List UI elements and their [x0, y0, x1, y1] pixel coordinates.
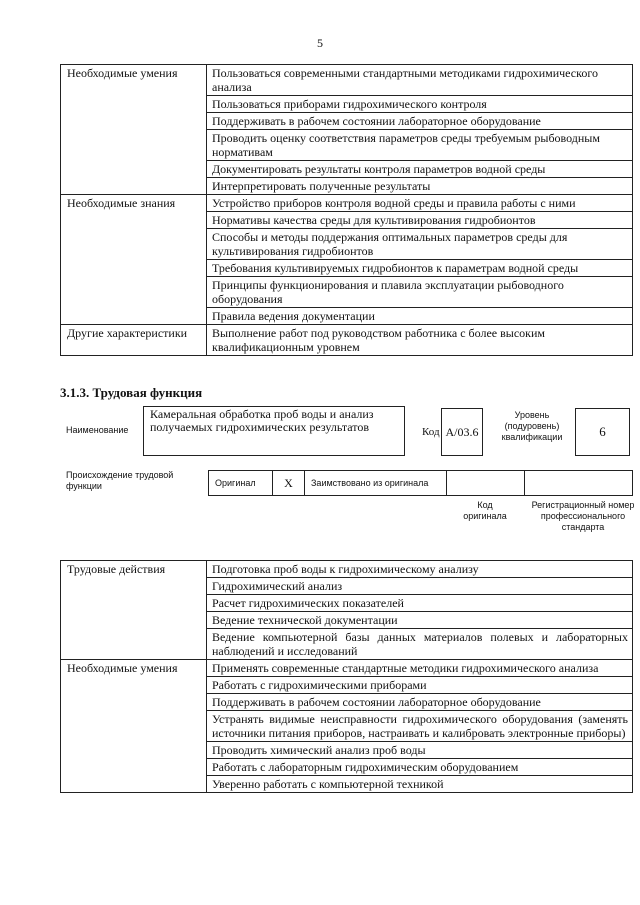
section-heading: 3.1.3. Трудовая функция: [60, 385, 203, 400]
skill-item: Поддерживать в рабочем состоянии лабораторное оборудование: [207, 694, 633, 711]
table-row: [61, 65, 633, 96]
row-label-knowledge: Необходимые знания: [61, 195, 207, 325]
table-row: [61, 561, 633, 578]
skill-item: Пользоваться современными стандартными методиками гидрохимического анализа: [207, 65, 633, 96]
original-code-cell: [447, 470, 525, 496]
action-item: Подготовка проб воды к гидрохимическому анализу: [207, 561, 633, 578]
row-label-skills-2: Необходимые умения: [61, 660, 207, 793]
action-item: Расчет гидрохимических показателей: [207, 595, 633, 612]
row-label-skills: Необходимые умения: [61, 65, 207, 195]
labor-actions-table: [60, 560, 633, 793]
origin-borrowed-cell: Заимствовано из оригинала: [305, 470, 447, 496]
knowledge-item: Устройство приборов контроля водной среды и правила работы с ними: [207, 195, 633, 212]
table-row: [61, 325, 633, 356]
knowledge-item: Способы и методы поддержания оптимальных параметров среды для культивирования гидробионтов: [207, 229, 633, 260]
original-code-caption: Код оригинала: [463, 500, 507, 521]
skill-item: Документировать результаты контроля параметров водной среды: [207, 161, 633, 178]
origin-mark: X: [273, 470, 305, 496]
origin-original-cell: Оригинал: [208, 470, 273, 496]
other-item: Выполнение работ под руководством работника с более высоким квалификационным уровнем: [207, 325, 633, 356]
action-item: Ведение технической документации: [207, 612, 633, 629]
name-value: Камеральная обработка проб воды и анализ получаемых гидрохимических результатов: [143, 406, 405, 456]
skill-item: Уверенно работать с компьютерной техникой: [207, 776, 633, 793]
code-label: Код: [422, 426, 440, 438]
name-label: Наименование: [66, 425, 129, 435]
skill-item: Устранять видимые неисправности гидрохимического оборудования (заменять источники питания приборов, настраивать и калибровать электронные приборы): [207, 711, 633, 742]
table-row: [61, 660, 633, 677]
origin-label: Происхождение трудовой функции: [66, 470, 174, 491]
skill-item: Применять современные стандартные методики гидрохимического анализа: [207, 660, 633, 677]
skill-item: Проводить химический анализ проб воды: [207, 742, 633, 759]
skill-item: Интерпретировать полученные результаты: [207, 178, 633, 195]
skill-item: Пользоваться приборами гидрохимического контроля: [207, 96, 633, 113]
table-row: [61, 195, 633, 212]
registration-number-caption: Регистрационный номер профессионального стандарта: [531, 500, 635, 532]
action-item: Гидрохимический анализ: [207, 578, 633, 595]
level-value: 6: [575, 408, 630, 456]
action-item: Ведение компьютерной базы данных материалов полевых и лабораторных наблюдений и исследований: [207, 629, 633, 660]
row-label-other: Другие характеристики: [61, 325, 207, 356]
skills-knowledge-table: [60, 64, 633, 356]
skill-item: Работать с гидрохимическими приборами: [207, 677, 633, 694]
knowledge-item: Требования культивируемых гидробионтов к параметрам водной среды: [207, 260, 633, 277]
row-label-actions: Трудовые действия: [61, 561, 207, 660]
registration-number-cell: [525, 470, 633, 496]
page-number: 5: [317, 36, 323, 50]
knowledge-item: Правила ведения документации: [207, 308, 633, 325]
skill-item: Поддерживать в рабочем состоянии лабораторное оборудование: [207, 113, 633, 130]
knowledge-item: Принципы функционирования и плавила эксплуатации рыбоводного оборудования: [207, 277, 633, 308]
skill-item: Проводить оценку соответствия параметров среды требуемым рыбоводным нормативам: [207, 130, 633, 161]
skill-item: Работать с лабораторным гидрохимическим оборудованием: [207, 759, 633, 776]
knowledge-item: Нормативы качества среды для культивирования гидробионтов: [207, 212, 633, 229]
code-value: А/03.6: [441, 408, 483, 456]
level-label: Уровень (подуровень) квалификации: [501, 410, 563, 442]
